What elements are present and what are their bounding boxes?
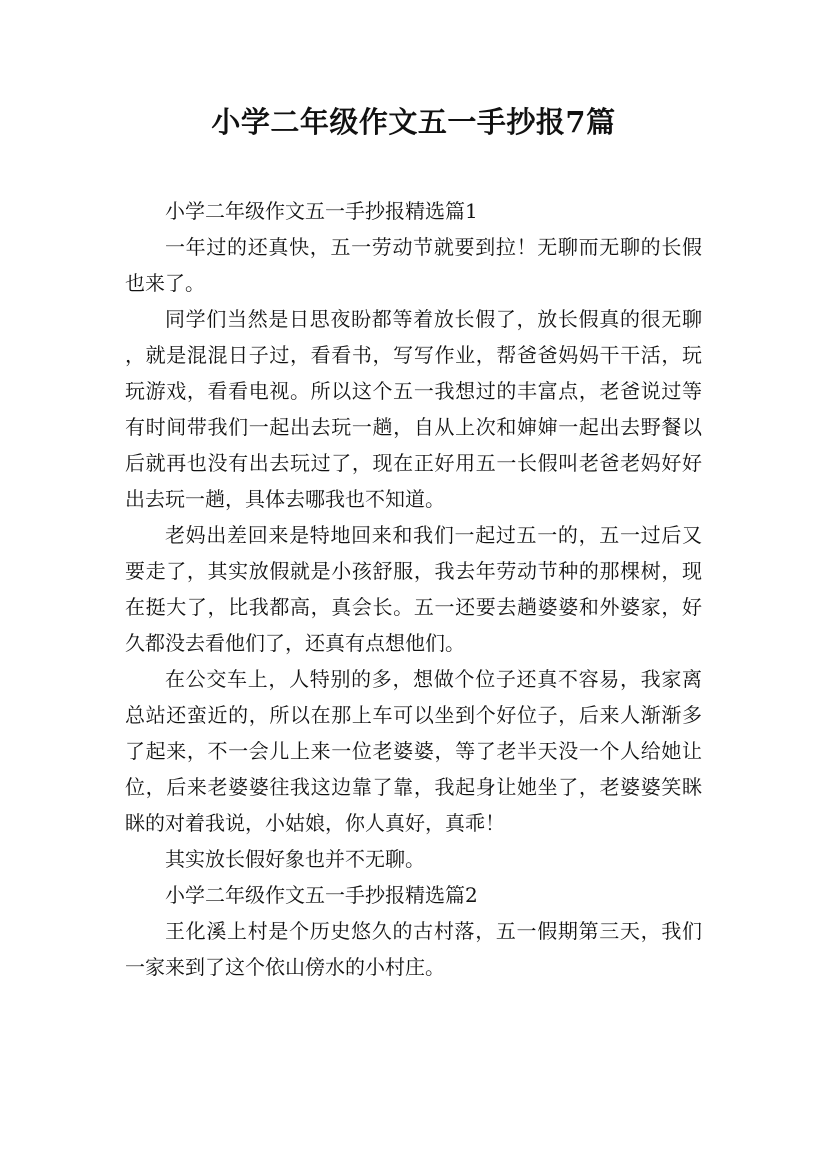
paragraph: 在公交车上，人特别的多，想做个位子还真不容易，我家离总站还蛮近的，所以在那上车可以坐到个好位子，后来人渐渐多了起来，不一会儿上来一位老婆婆，等了老半天没一个人给她让位，后来老婆婆往我这边靠了靠，我起身让她坐了，老婆婆笑眯眯的对着我说，小姑娘，你人真好，真乖！ <box>125 667 702 835</box>
paragraph: 其实放长假好象也并不无聊。 <box>165 847 425 871</box>
paragraph: 同学们当然是日思夜盼都等着放长假了，放长假真的很无聊，就是混混日子过，看看书，写写作业，帮爸爸妈妈干干活，玩玩游戏，看看电视。所以这个五一我想过的丰富点，老爸说过等有时间带我们一起出去玩一趟，自从上次和婶婶一起出去野餐以后就再也没有出去玩过了，现在正好用五一长假叫老爸老妈好好出去玩一趟，具体去哪我也不知道。 <box>125 307 702 511</box>
paragraph: 王化溪上村是个历史悠久的古村落，五一假期第三天，我们一家来到了这个依山傍水的小村庄。 <box>125 919 702 979</box>
document-body <box>125 193 702 985</box>
paragraph: 一年过的还真快，五一劳动节就要到拉！无聊而无聊的长假也来了。 <box>125 235 702 295</box>
paragraph: 老妈出差回来是特地回来和我们一起过五一的，五一过后又要走了，其实放假就是小孩舒服，我去年劳动节种的那棵树，现在挺大了，比我都高，真会长。五一还要去趟婆婆和外婆家，好久都没去看他们了，还真有点想他们。 <box>125 523 702 655</box>
section-heading-1: 小学二年级作文五一手抄报精选篇1 <box>165 199 478 223</box>
section-heading-2: 小学二年级作文五一手抄报精选篇2 <box>165 883 478 907</box>
document-title: 小学二年级作文五一手抄报7篇 <box>211 105 616 139</box>
